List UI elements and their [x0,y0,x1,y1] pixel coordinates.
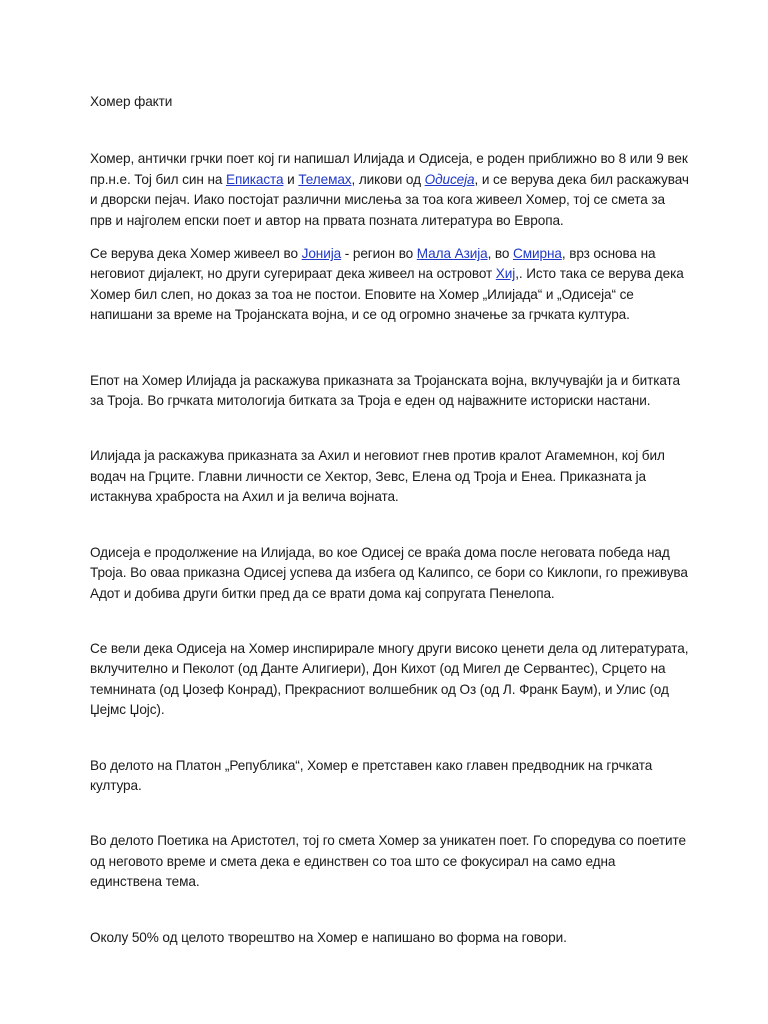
paragraph-iliad-story: Илијада ја раскажува приказната за Ахил и неговиот гнев против кралот Агамемнон, кој бил водач на Грците. Главни личности се Хектор, Зевс, Елена од Троја и Енеа. Приказната ја истакнува храброста на Ахил и ја велича војната. [90,448,665,505]
paragraph-speeches: Околу 50% од целото творештво на Хомер е напишано во форма на говори. [90,929,567,945]
link-epikasta[interactable]: Епикаста [226,171,284,187]
paragraph-odyssey: Одисеја е продолжение на Илијада, во кое Одисеј се враќа дома после неговата победа над Троја. Во оваа приказна Одисеј успева да избега од Калипсо, се бори со Киклопи, го преживува Адот и добива други битки пред да се врати дома кај сопругата Пенелопа. [90,544,688,601]
paragraph-iliad-epic: Епот на Хомер Илијада ја раскажува приказната за Тројанската војна, вклучувајќи ја и битката за Троја. Во грчката митологија битката за Троја е еден од најважните историски настани. [90,372,680,409]
text-segment: Хомер, антички грчки поет кој ги напишал Илијада и Одисеја, е роден приближно во 8 или 9 век пр.н.е. Тој бил син на [90,151,688,187]
paragraph-influence: Се вели дека Одисеја на Хомер инспирирале многу други високо ценети дела од литературата, вклучително и Пеколот (од Данте Алигиери), Дон Кихот (од Мигел де Сервантес), Срцето на темнината (од Џозеф Конрад), Прекрасниот волшебник од Оз (од Л. Франк Баум), и Улис (од Џејмс Џојс). [90,640,689,718]
text-segment: и [283,171,299,187]
paragraph-aristotle: Во делото Поетика на Аристотел, тој го смета Хомер за уникатен поет. Го споредува со поетите од неговото време и смета дека е единствен со тоа што се фокусирал на само една единствена тема. [90,833,686,890]
link-mala-azija[interactable]: Мала Азија [416,246,488,262]
document-title: Хомер факти [90,94,173,109]
document-body [90,92,690,948]
link-telemah[interactable]: Телемах [298,171,352,187]
text-segment: , ликови од [351,171,425,187]
paragraph-plato: Во делото на Платон „Република“, Хомер е претставен како главен предводник на грчката култура. [90,757,653,793]
link-hij[interactable]: Хиј [495,266,516,282]
text-segment: , во [487,246,514,262]
link-jonija[interactable]: Јонија [301,246,342,262]
text-segment: Се верува дека Хомер живеел во [90,246,302,262]
paragraph-intro [90,149,690,231]
link-smirna[interactable]: Смирна [513,246,562,262]
paragraph-origin [90,244,690,326]
link-odiseja[interactable]: Одисеја [424,171,475,187]
text-segment: ,. Исто така се верува дека Хомер бил слеп, но доказ за тоа не постои. Еповите на Хомер „Илијада“ и „Одисеја“ се напишани за време на Тројанската војна, и се од огромно значење за грчката култура. [90,266,684,323]
text-segment: - регион во [341,246,417,262]
text-segment: , врз основа на неговиот дијалект, но други сугерираат дека живеел на островот [90,246,656,282]
text-segment: , и се верува дека бил раскажувач и дворски пејач. Иако постојат различни мислења за тоа кога живеел Хомер, тој се смета за прв и најголем епски поет и автор на првата позната литература во Европа. [90,171,689,228]
